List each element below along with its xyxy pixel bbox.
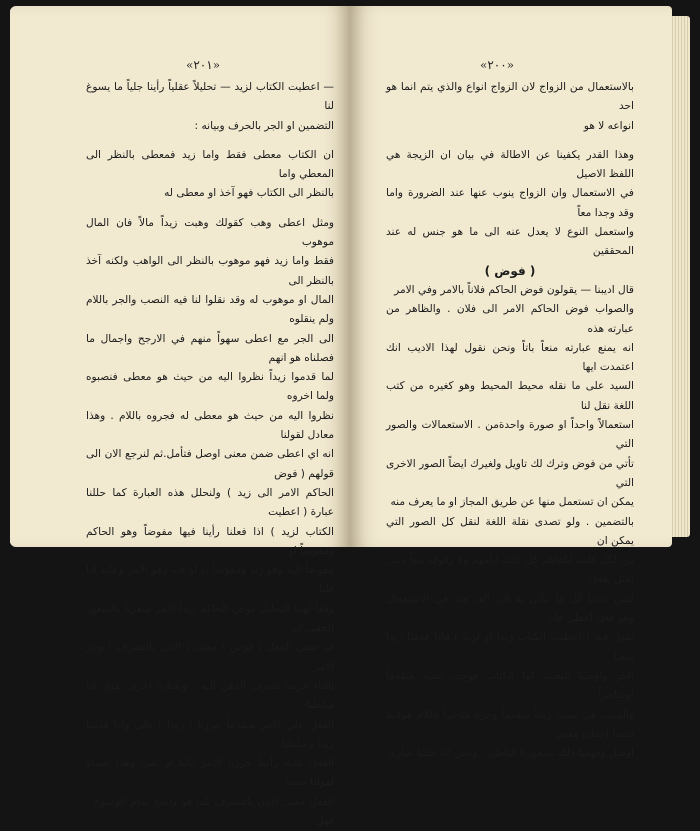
text-line: في الاستعمال وان الزواج ينوب عنها عند الضرورة واما وقد وجدا معاً bbox=[386, 187, 634, 219]
text-line: نظروا اليه من حيث هو معطى له فجروه باللام . وهذا معادل لقولنا bbox=[86, 409, 334, 442]
text-line: ومثل اعطى وهب كقولك وهبت زيداً مالاً فان المال موهوب bbox=[86, 216, 334, 249]
text-line: والصواب فوض الحاكم الامر الى فلان . والظاهر من عبارته هذه bbox=[386, 303, 634, 335]
right-page bbox=[350, 6, 672, 760]
text-line: بالتضمين . ولو تصدى نقلة اللغة لنقل كل الصور التي يمكن ان bbox=[386, 515, 634, 547]
text-line: ليس عندنا كل ما يتأتى به الى آلف منه في الاستعمال وهو فعل اعطى فانا bbox=[386, 592, 634, 625]
text-line: الفعل عليه رأساً جررنا الامر بالبا او بفي وهذا مساو لقولنا ضمنا bbox=[86, 757, 334, 789]
open-book bbox=[10, 6, 690, 827]
text-line: نقول فيه ( اعطيت الكتاب زيداً او لزيد ) فاذا قدمنا زيداً منعنا bbox=[386, 631, 634, 663]
text-line: بالباء قرينة تصرف الذهن اليه . وبعبارة اخرى نقول اذا سلطنا bbox=[86, 679, 334, 712]
text-line: بالنظر الى الكتاب فهو آخذ او معطى له bbox=[164, 187, 334, 200]
text-line: وفقاً لهذا التحليل فوض الحاكم زيداً الامر شعرنا بالشعور الخفي ان bbox=[86, 602, 334, 635]
text-line: الفعل معنى الاذن بالتصرف كما هو واضح تمام الوضوح . فهل bbox=[86, 795, 334, 827]
text-line: الجر واوجبنا النصب اما الكتاب فوجب نصبه متقدماً اومتاخراً bbox=[386, 669, 634, 702]
text-line: لما قدموا زيداً نظروا اليه من حيث هو معطى فنصبوه ولما اخروه bbox=[86, 371, 334, 403]
text-line: وهذا القدر يكفينا عن الاطالة في بيان ان الزيجة هي اللفظ الاصيل bbox=[386, 148, 634, 181]
text-line: واستعمل النوع لا يعدل عنه الى ما هو جنس له عند المحققين bbox=[386, 226, 634, 258]
text-line: انواعه لا هو bbox=[583, 119, 634, 132]
text-line: تأتي من فوض وترك لك تاويل ولغيرك ايضاً الصور الاخرى التي bbox=[386, 457, 634, 489]
text-line: ان الكتاب معطى فقط واما زيد فمعطى بالنظر الى المعطي واما bbox=[86, 148, 334, 181]
right-page-number: «٢٠٠» bbox=[480, 58, 515, 72]
text-line: اوصل وفهمنا ذلك بشعورنا الباطن . ونحن اذا حللنا عبارة bbox=[390, 747, 634, 760]
text-line: مفوضاً اليه وهو زيد ومفوضاً به او فيه وهو الامر وعليه اذا قلنا bbox=[86, 564, 334, 596]
section-heading: ( فوض ) bbox=[484, 263, 536, 278]
text-line: — اعطيت الكتاب لزيد — تحليلاً عقلياً رأينا جلياً ما يسوغ لنا bbox=[86, 81, 334, 113]
text-line: الحاكم الامر الى زيد ) ولنحلل هذه العبارة كما حللنا عبارة ( اعطيت bbox=[86, 486, 334, 519]
text-line: الكتاب لزيد ) اذا فعلنا رأينا فيها مفوضاً وهو الحاكم ومفوضاً او bbox=[86, 525, 334, 557]
text-line: بالاستعمال من الزواج لان الزواج انواع والذي يتم انما هو احد bbox=[386, 81, 634, 113]
text-line: السيد على ما نقله محيط المحيط وهو كغيره من كتب اللغة نقل لنا bbox=[386, 380, 634, 412]
text-line: استعمالاً واحداً او صورة واحدةمن . الاستعمالات والصور التي bbox=[386, 419, 634, 451]
right-page-edges bbox=[672, 16, 690, 537]
text-line: انه اي اعطى ضمن معنى اوصل فتأمل.ثم لنرجع الان الى قولهم ( فوض bbox=[86, 448, 334, 480]
left-page-number: «٢٠١» bbox=[186, 58, 221, 72]
text-line: ترد لكل كلمة لكفاهم كل كاغد ايامهم ولا رقوقه معاً دعى امثل بفعل bbox=[386, 554, 634, 586]
text-line: الفعل على الامر متقدماً جررنا ( زيداً ) بالى واذا قدمنا زيداً وسلطنا bbox=[86, 718, 334, 750]
left-page-text bbox=[86, 78, 334, 831]
text-line: قال اديبنا — يقولون فوض الحاكم فلاناً بالامر وفي الامر bbox=[394, 283, 634, 296]
left-page bbox=[10, 6, 350, 827]
text-line: التضمين او الجر بالحرف وبيانه : bbox=[194, 119, 334, 132]
text-line: والسبب في نصب زيداً متقدماً وجره متاخراً باللام هولاننا ضمنا اعطى معنى bbox=[386, 708, 634, 740]
right-page-text bbox=[386, 78, 634, 763]
text-line: يمكن ان تستعمل منها عن طريق المجاز او ما يعرف منه bbox=[390, 496, 634, 509]
text-line: قد ضمن الفعل ( فوض ) معنى ( الاذن بالتصرف ) وجر الامر bbox=[86, 641, 334, 673]
text-line: الى الجر مع اعطى سهواً منهم في الارجح واجمال ما فصلناه هو انهم bbox=[86, 332, 334, 364]
text-line: فقط واما زيد فهو موهوب بالنظر الى الواهب ولكنه آخذ بالنظر الى bbox=[86, 255, 334, 287]
text-line: المال او موهوب له وقد نقلوا لنا فيه النصب والجر باللام ولم ينقلوه bbox=[86, 293, 334, 326]
text-line: انه يمنع عبارته منعاً باتاً ونحن نقول لهذا الاديب انك اعتمدت ايها bbox=[386, 341, 634, 374]
